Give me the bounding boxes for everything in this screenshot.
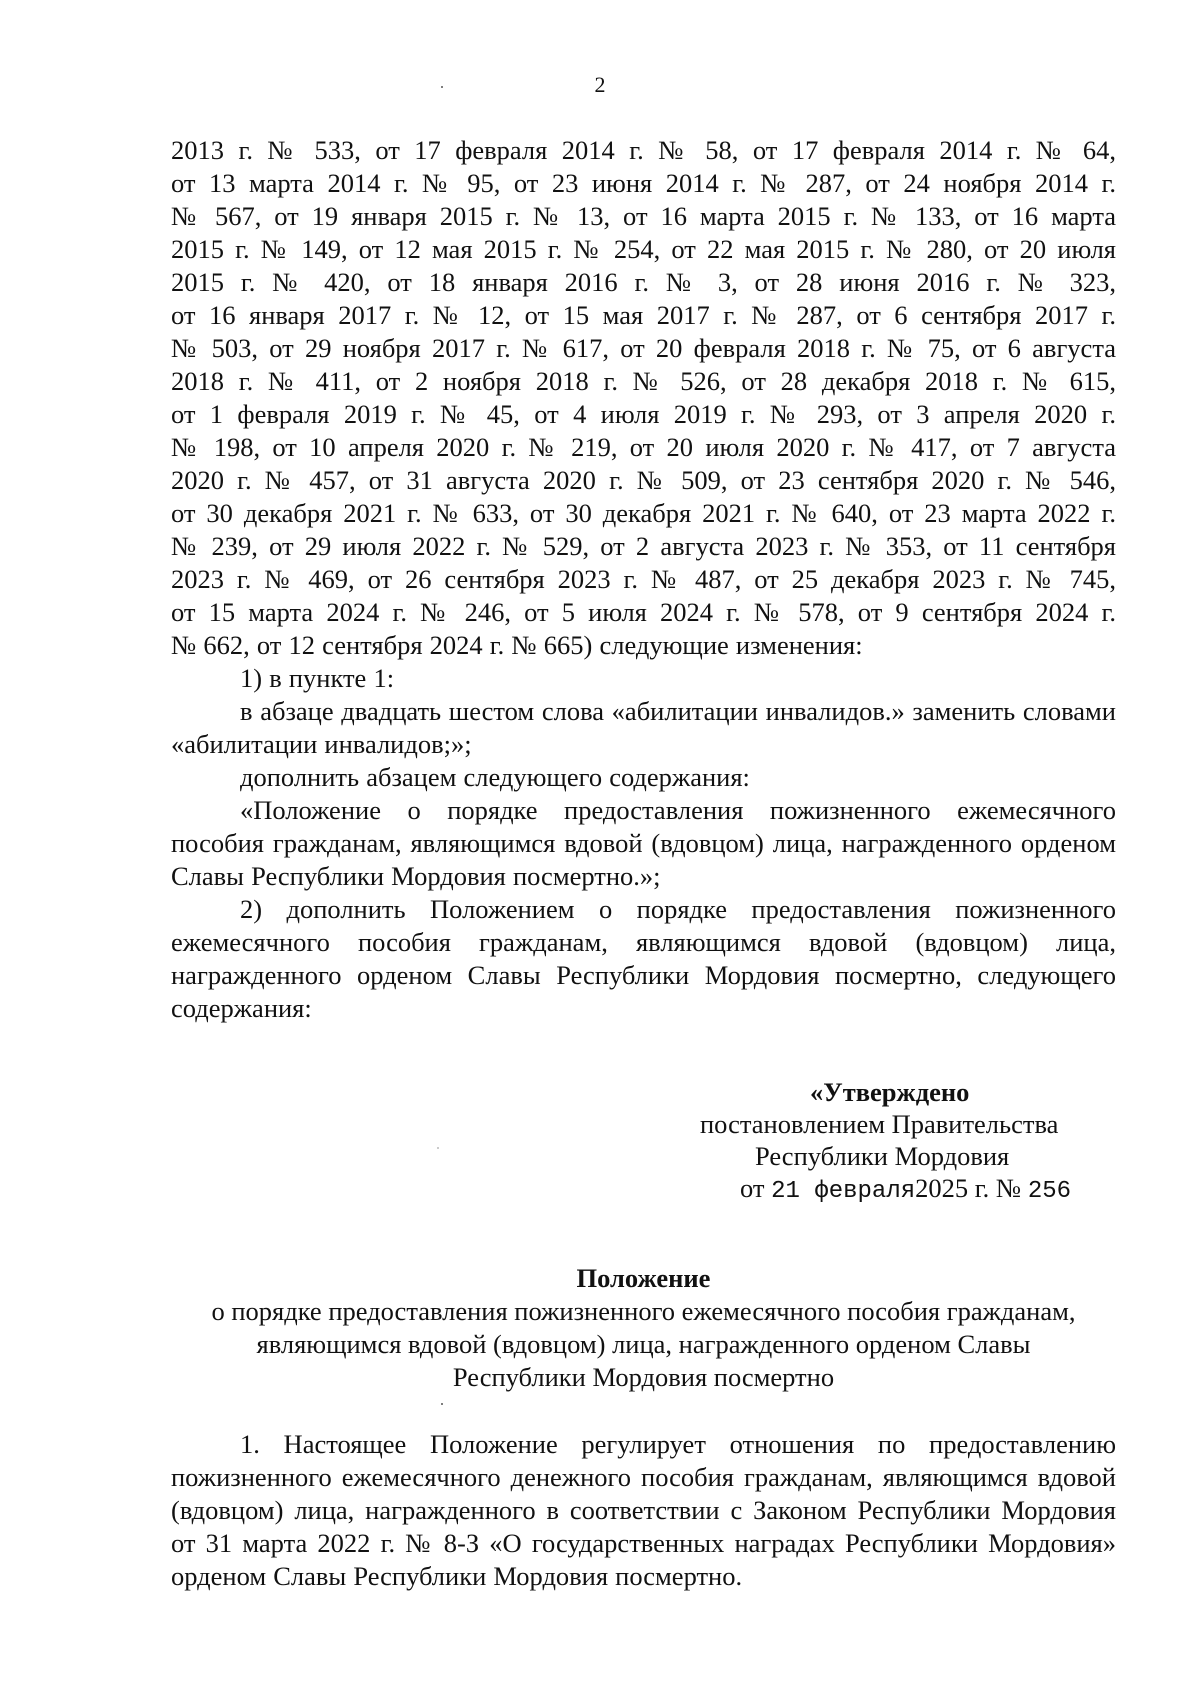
approval-line2: Республики Мордовия bbox=[755, 1141, 1010, 1171]
approval-doc-number: 256 bbox=[1027, 1178, 1072, 1205]
page-number: 2 bbox=[594, 72, 606, 97]
list-line: № 198, от 10 апреля 2020 г. № 219, от 20 июля 2020 г. № 417, от 7 августа bbox=[171, 432, 1116, 462]
list-line: 2020 г. № 457, от 31 августа 2020 г. № 509, от 23 сентября 2020 г. № 546, bbox=[171, 465, 1116, 495]
item1-heading: 1) в пункте 1: bbox=[240, 663, 395, 693]
list-line: № 662, от 12 сентября 2024 г. № 665) следующие изменения: bbox=[171, 630, 863, 660]
resolutions-list bbox=[171, 134, 1116, 1025]
list-line: от 16 января 2017 г. № 12, от 15 мая 2017 г. № 287, от 6 сентября 2017 г. bbox=[171, 300, 1116, 330]
clause-1: 1. Настоящее Положение регулирует отношения по предоставлению пожизненного ежемесячного денежного пособия гражданам, являющимся вдовой (вдовцом) лица, награжденного в соответствии с Законом Республики Мордовия от 31 марта 2022 г. № 8-З «О государственных наградах Республики Мордовия» орденом Славы Республики Мордовия посмертно. bbox=[171, 1429, 1116, 1591]
list-line: 2015 г. № 149, от 12 мая 2015 г. № 254, от 22 мая 2015 г. № 280, от 20 июля bbox=[171, 234, 1116, 264]
item2-paragraph: 2) дополнить Положением о порядке предоставления пожизненного ежемесячного пособия гражданам, являющимся вдовой (вдовцом) лица, награжденного орденом Славы Республики Мордовия посмертно, следующего содержания: bbox=[171, 894, 1116, 1023]
document-title: Положение bbox=[576, 1263, 711, 1293]
document-subtitle-line: Республики Мордовия посмертно bbox=[452, 1362, 835, 1392]
approval-line1: постановлением Правительства bbox=[700, 1109, 1059, 1139]
item1-addition: дополнить абзацем следующего содержания: bbox=[240, 762, 750, 792]
scan-speck bbox=[441, 1403, 443, 1405]
list-line: 2015 г. № 420, от 18 января 2016 г. № 3, от 28 июня 2016 г. № 323, bbox=[171, 267, 1116, 297]
item1-paragraph: в абзаце двадцать шестом слова «абилитации инвалидов.» заменить словами «абилитации инвалидов;»; bbox=[171, 696, 1116, 759]
list-line: 2018 г. № 411, от 2 ноября 2018 г. № 526, от 28 декабря 2018 г. № 615, bbox=[171, 366, 1116, 396]
approval-date-year: 2025 г. № bbox=[915, 1173, 1022, 1203]
list-line: от 13 марта 2014 г. № 95, от 23 июня 2014 г. № 287, от 24 ноября 2014 г. bbox=[171, 168, 1116, 198]
item1-quote: «Положение о порядке предоставления пожизненного ежемесячного пособия гражданам, являющимся вдовой (вдовцом) лица, награжденного орденом Славы Республики Мордовия посмертно.»; bbox=[171, 795, 1116, 891]
clause-block bbox=[171, 1428, 1116, 1593]
scan-speck bbox=[441, 86, 443, 88]
approval-date-prefix: от bbox=[740, 1173, 765, 1203]
document-heading bbox=[171, 1262, 1116, 1394]
list-line: № 567, от 19 января 2015 г. № 13, от 16 марта 2015 г. № 133, от 16 марта bbox=[171, 201, 1116, 231]
approval-date-day: 21 февраля bbox=[771, 1178, 916, 1205]
list-line: № 503, от 29 ноября 2017 г. № 617, от 20 февраля 2018 г. № 75, от 6 августа bbox=[171, 333, 1116, 363]
list-line: № 239, от 29 июля 2022 г. № 529, от 2 августа 2023 г. № 353, от 11 сентября bbox=[171, 531, 1116, 561]
list-line: 2023 г. № 469, от 26 сентября 2023 г. № 487, от 25 декабря 2023 г. № 745, bbox=[171, 564, 1116, 594]
list-line: от 1 февраля 2019 г. № 45, от 4 июля 2019 г. № 293, от 3 апреля 2020 г. bbox=[171, 399, 1116, 429]
list-line: 2013 г. № 533, от 17 февраля 2014 г. № 58, от 17 февраля 2014 г. № 64, bbox=[171, 135, 1116, 165]
list-line: от 15 марта 2024 г. № 246, от 5 июля 2024 г. № 578, от 9 сентября 2024 г. bbox=[171, 597, 1116, 627]
document-subtitle-line: о порядке предоставления пожизненного ежемесячного пособия гражданам, bbox=[211, 1296, 1076, 1326]
approval-date bbox=[740, 1172, 1071, 1208]
document-subtitle-line: являющимся вдовой (вдовцом) лица, награжденного орденом Славы bbox=[256, 1329, 1031, 1359]
list-line: от 30 декабря 2021 г. № 633, от 30 декабря 2021 г. № 640, от 23 марта 2022 г. bbox=[171, 498, 1116, 528]
scan-speck bbox=[437, 1147, 439, 1149]
approval-heading: «Утверждено bbox=[810, 1077, 970, 1107]
